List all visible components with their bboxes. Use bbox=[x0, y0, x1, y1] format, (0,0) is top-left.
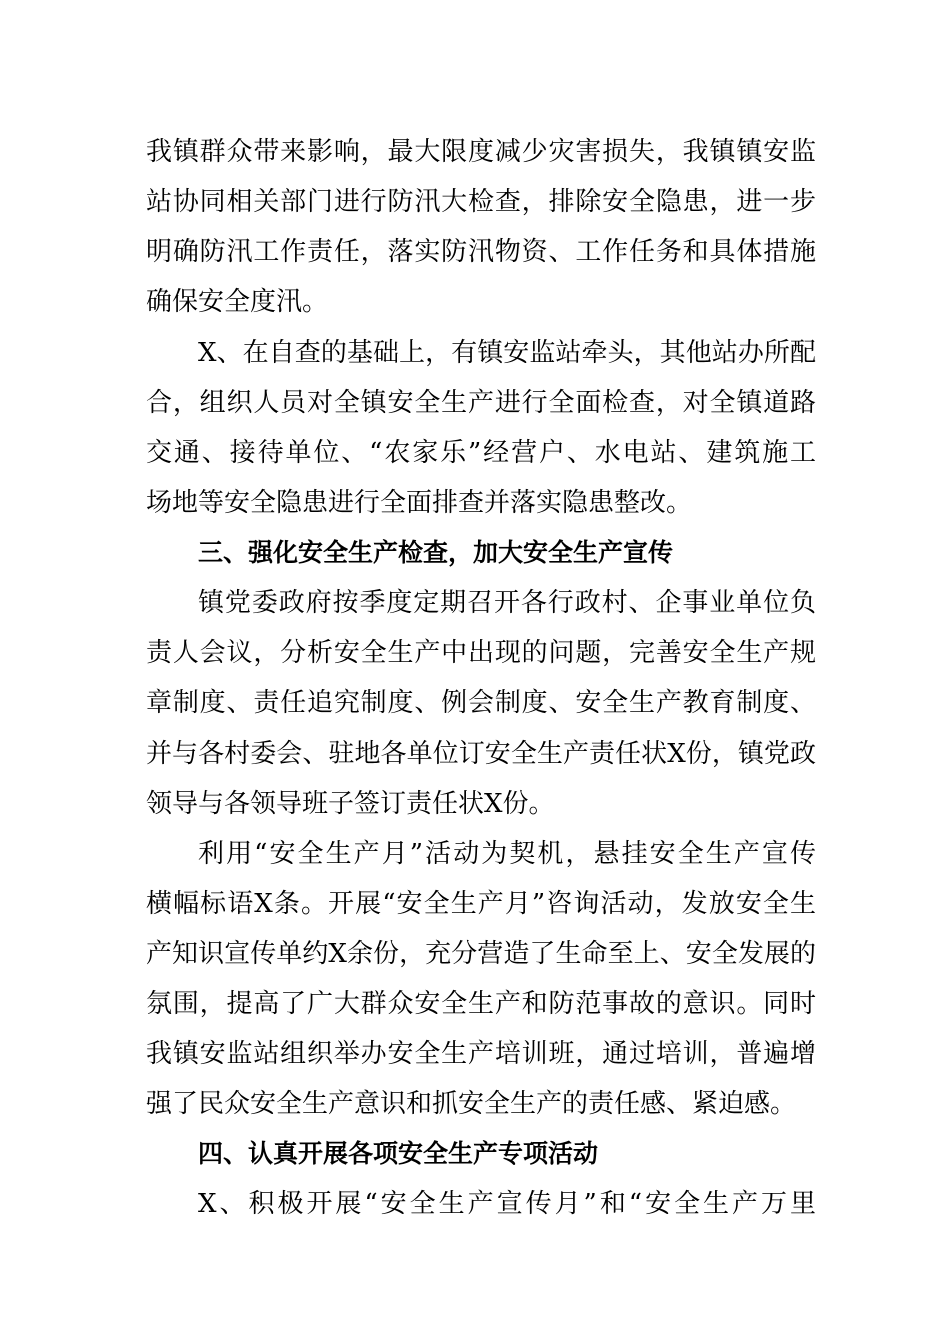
section-heading: 三、强化安全生产检查，加大安全生产宣传 bbox=[198, 538, 674, 567]
section-heading: 四、认真开展各项安全生产专项活动 bbox=[198, 1139, 599, 1168]
paragraph-line: 责人会议，分析安全生产中出现的问题，完善安全生产规 bbox=[146, 638, 816, 668]
paragraph-line: 站协同相关部门进行防汛大检查，排除安全隐患，进一步 bbox=[146, 187, 816, 217]
paragraph-line: 氛围，提高了广大群众安全生产和防范事故的意识。同时 bbox=[146, 989, 816, 1019]
paragraph-line: 利用“安全生产月”活动为契机，悬挂安全生产宣传 bbox=[198, 839, 816, 869]
paragraph-line: 明确防汛工作责任，落实防汛物资、工作任务和具体措施 bbox=[146, 237, 816, 267]
paragraph-line: X、积极开展“安全生产宣传月”和“安全生产万里 bbox=[198, 1189, 816, 1219]
paragraph-line: 交通、接待单位、“农家乐”经营户、水电站、建筑施工 bbox=[146, 438, 816, 468]
paragraph-line: 章制度、责任追究制度、例会制度、安全生产教育制度、 bbox=[146, 688, 816, 718]
paragraph-line: 横幅标语X条。开展“安全生产月”咨询活动，发放安全生 bbox=[146, 889, 816, 919]
paragraph-line: 合，组织人员对全镇安全生产进行全面检查，对全镇道路 bbox=[146, 388, 816, 418]
paragraph-line: 强了民众安全生产意识和抓安全生产的责任感、紧迫感。 bbox=[146, 1089, 797, 1119]
paragraph-line: 场地等安全隐患进行全面排查并落实隐患整改。 bbox=[146, 488, 693, 518]
paragraph-line: 镇党委政府按季度定期召开各行政村、企事业单位负 bbox=[198, 588, 816, 618]
paragraph-line: 领导与各领导班子签订责任状X份。 bbox=[146, 789, 555, 819]
paragraph-line: 产知识宣传单约X余份，充分营造了生命至上、安全发展的 bbox=[146, 939, 816, 969]
paragraph-line: 并与各村委会、驻地各单位订安全生产责任状X份，镇党政 bbox=[146, 739, 816, 769]
paragraph-line: 确保安全度汛。 bbox=[146, 287, 329, 317]
paragraph-line: 我镇群众带来影响，最大限度减少灾害损失，我镇镇安监 bbox=[146, 137, 816, 167]
paragraph-line: 我镇安监站组织举办安全生产培训班，通过培训，普遍增 bbox=[146, 1039, 816, 1069]
paragraph-line: X、在自查的基础上，有镇安监站牵头，其他站办所配 bbox=[198, 338, 816, 368]
